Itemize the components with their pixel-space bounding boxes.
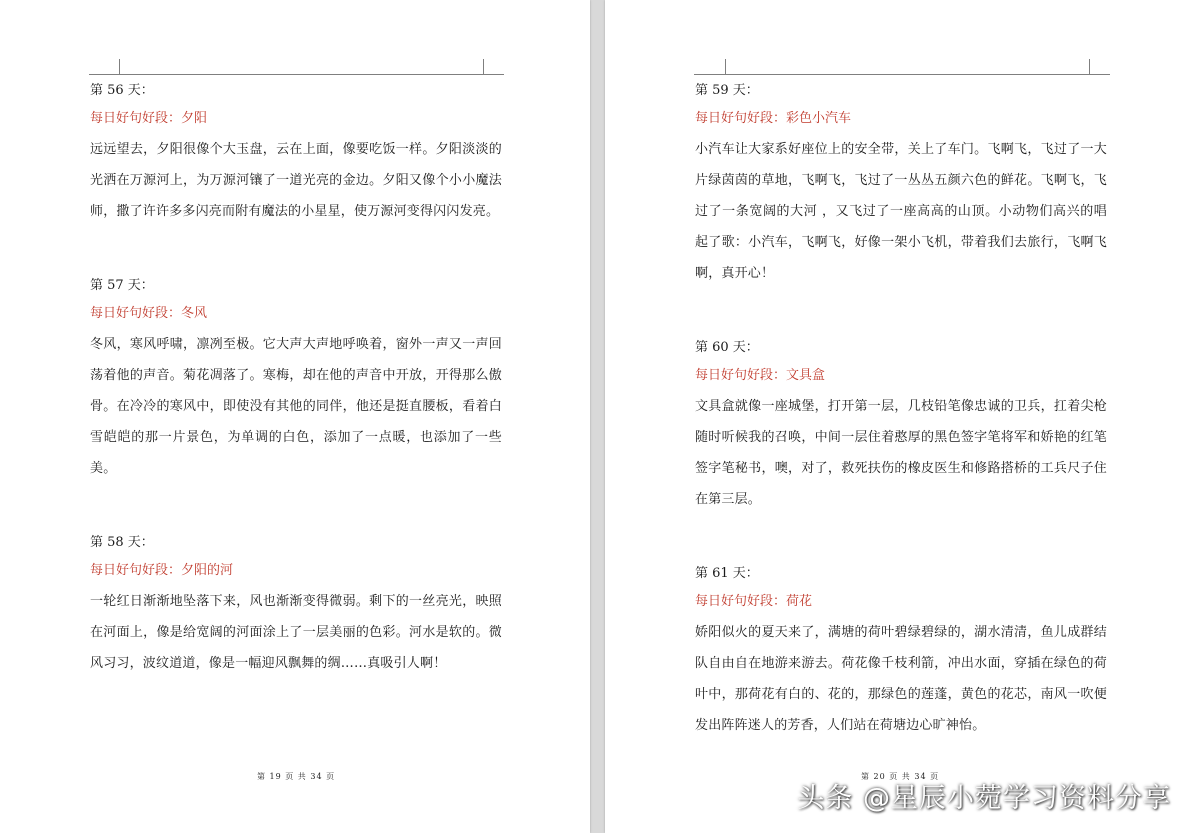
day-label: 第 60 天： [695,340,759,355]
page-body [695,78,1107,787]
entry-heading: 每日好句好段：冬风 [90,306,208,321]
crop-mark-top-left [705,59,726,75]
day-label: 第 56 天： [90,83,154,98]
crop-mark-top-right [483,59,504,75]
page-20 [605,0,1193,833]
entry-day-57 [90,273,502,484]
entry-text: 娇阳似火的夏天来了，满塘的荷叶碧绿碧绿的，湖水清清，鱼儿成群结队自由自在地游来游去。荷花像千枝利箭，冲出水面，穿插在绿色的荷叶中，那荷花有白的、花的，那绿色的莲蓬，黄色的花芯，南风一吹便发出阵阵迷人的芳香，人们站在荷塘边心旷神怡。 [695,625,1107,733]
day-label: 第 58 天： [90,535,154,550]
entry-text: 冬风，寒风呼啸，凛冽至极。它大声大声地呼唤着，窗外一声又一声回荡着他的声音。菊花凋落了。寒梅，却在他的声音中开放，开得那么傲骨。在冷冷的寒风中，即使没有其他的同伴，他还是挺直腰板，看着白雪皑皑的那一片景色，为单调的白色，添加了一点暖，也添加了一些美。 [90,337,502,476]
crop-mark-top-right [1089,59,1110,75]
day-label: 第 61 天： [695,566,759,581]
header-rule [694,74,1105,75]
watermark: 头条 @星辰小菀学习资料分享 [797,783,1171,814]
entry-text: 小汽车让大家系好座位上的安全带，关上了车门。飞啊飞，飞过了一大片绿茵茵的草地，飞啊飞，飞过了一丛丛五颜六色的鲜花。飞啊飞，飞过了一条宽阔的大河 ，又飞过了一座高高的山顶。小动物们高兴的唱起了歌：小汽车，飞啊飞，好像一架小飞机，带着我们去旅行，飞啊飞啊，真开心！ [695,142,1107,281]
entry-day-56 [90,78,502,227]
entry-day-58 [90,530,502,679]
entry-heading: 每日好句好段：夕阳的河 [90,563,234,578]
entry-heading: 每日好句好段：彩色小汽车 [695,111,852,126]
crop-mark-top-left [99,59,120,75]
page-19 [0,0,590,833]
entry-heading: 每日好句好段：夕阳 [90,111,208,126]
entry-heading: 每日好句好段：荷花 [695,594,813,609]
entry-text: 一轮红日渐渐地坠落下来，风也渐渐变得微弱。剩下的一丝亮光，映照在河面上，像是给宽阔的河面涂上了一层美丽的色彩。河水是软的。微风习习，波纹道道，像是一幅迎风飘舞的绸……真吸引人啊！ [90,594,502,671]
page-footer: 第 20 页 共 34 页 [861,772,940,781]
page-body [90,78,502,725]
day-label: 第 59 天： [695,83,759,98]
entry-heading: 每日好句好段：文具盒 [695,368,826,383]
day-label: 第 57 天： [90,278,154,293]
entry-day-60 [695,335,1107,515]
entry-day-59 [695,78,1107,289]
entry-text: 文具盒就像一座城堡，打开第一层，几枝铅笔像忠诚的卫兵，扛着尖枪随时听候我的召唤，中间一层住着憨厚的黑色签字笔将军和娇艳的红笔签字笔秘书，噢，对了，救死扶伤的橡皮医生和修路搭桥的工兵尺子住在第三层。 [695,399,1107,507]
entry-day-61 [695,561,1107,741]
page-footer: 第 19 页 共 34 页 [257,772,336,781]
header-rule [89,74,500,75]
entry-text: 远远望去，夕阳很像个大玉盘，云在上面，像要吃饭一样。夕阳淡淡的光洒在万源河上，为万源河镶了一道光亮的金边。夕阳又像个小小魔法师，撒了许许多多闪亮而附有魔法的小星星，使万源河变得闪闪发亮。 [90,142,502,219]
